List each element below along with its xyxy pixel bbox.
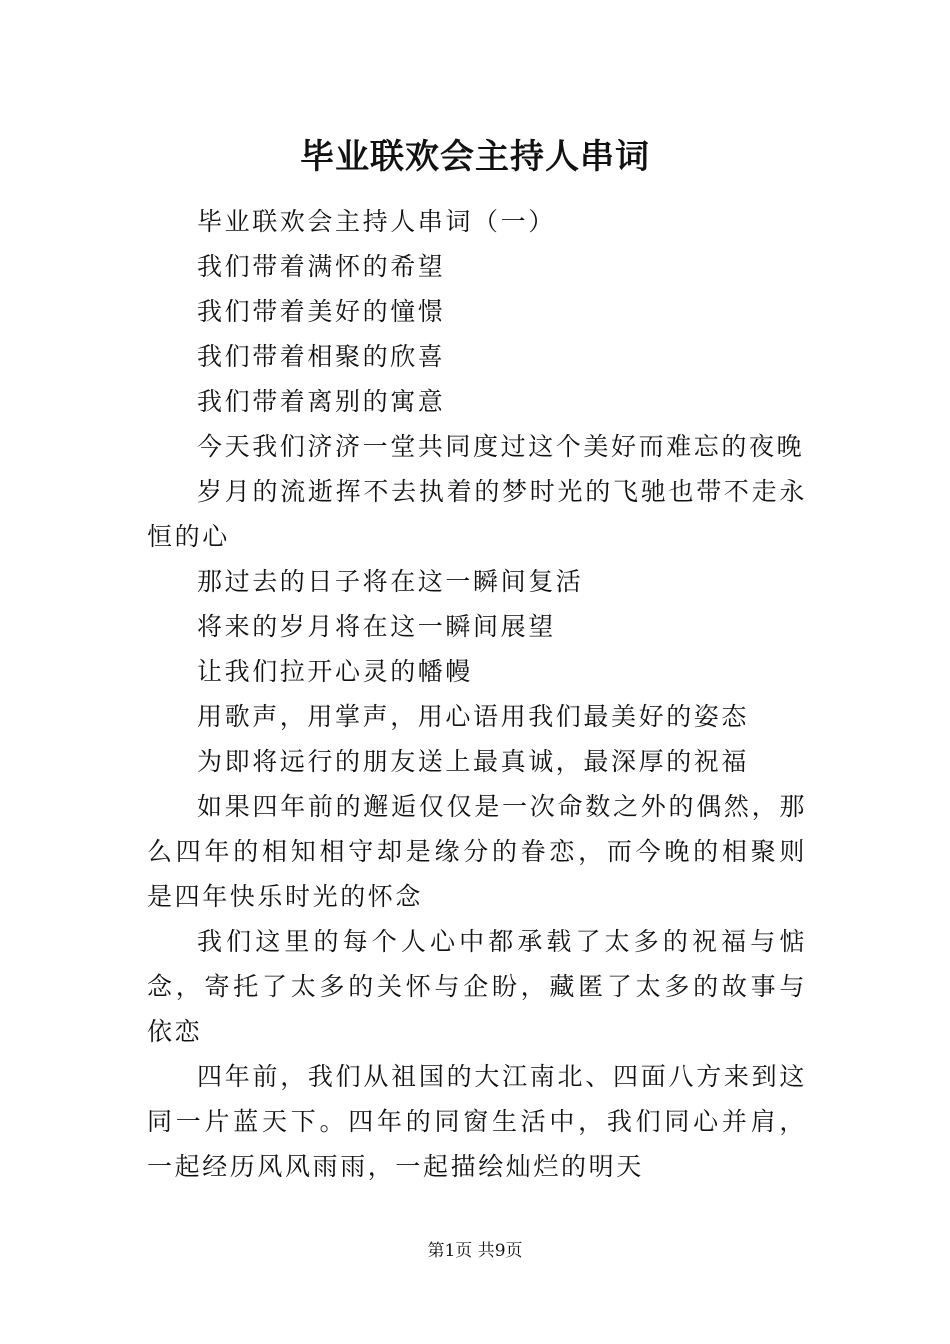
paragraph-11: 用歌声，用掌声，用心语用我们最美好的姿态 — [197, 702, 750, 731]
document-title: 毕业联欢会主持人串词 — [300, 137, 650, 177]
paragraph-5: 我们带着离别的寓意 — [197, 387, 446, 416]
paragraph-7: 岁月的流逝挥不去执着的梦时光的飞驰也带不走永恒的心 — [147, 477, 807, 551]
paragraph-12: 为即将远行的朋友送上最真诚，最深厚的祝福 — [197, 747, 750, 776]
paragraph-6: 今天我们济济一堂共同度过这个美好而难忘的夜晚 — [197, 432, 805, 461]
document-body — [147, 199, 807, 1189]
paragraph-9: 将来的岁月将在这一瞬间展望 — [197, 612, 556, 641]
paragraph-3: 我们带着美好的憧憬 — [197, 297, 446, 326]
paragraph-1: 毕业联欢会主持人串词（一） — [197, 207, 556, 236]
paragraph-4: 我们带着相聚的欣喜 — [197, 342, 446, 371]
paragraph-8: 那过去的日子将在这一瞬间复活 — [197, 567, 584, 596]
paragraph-15: 四年前，我们从祖国的大江南北、四面八方来到这同一片蓝天下。四年的同窗生活中，我们同心并肩，一起经历风风雨雨，一起描绘灿烂的明天 — [147, 1062, 807, 1181]
paragraph-13: 如果四年前的邂逅仅仅是一次命数之外的偶然，那么四年的相知相守却是缘分的眷恋，而今晚的相聚则是四年快乐时光的怀念 — [147, 792, 807, 911]
page-footer: 第1页 共9页 — [427, 1241, 523, 1261]
paragraph-2: 我们带着满怀的希望 — [197, 252, 446, 281]
paragraph-14: 我们这里的每个人心中都承载了太多的祝福与惦念，寄托了太多的关怀与企盼，藏匿了太多的故事与依恋 — [147, 927, 807, 1046]
paragraph-10: 让我们拉开心灵的幡幔 — [197, 657, 474, 686]
